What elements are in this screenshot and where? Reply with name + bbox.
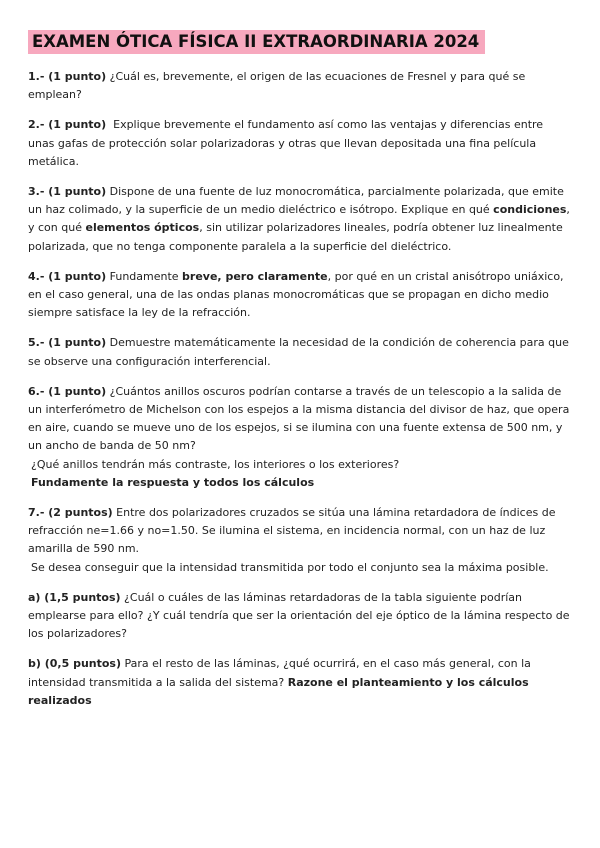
question-5-label: 5.- (1 punto) [28,336,107,350]
question-4-label: 4.- (1 punto) [28,269,107,283]
question-7a [28,589,572,644]
question-3-text-2: , y con qué [28,203,570,235]
question-7 [28,504,572,577]
question-6-instruction: Fundamente la respuesta y todos los cálculos [31,475,315,489]
question-2-label: 2.- (1 punto) [28,118,107,132]
question-7-label: 7.- (2 puntos) [28,506,113,520]
question-1 [28,68,572,104]
question-7a-label: a) (1,5 puntos) [28,590,121,604]
question-7b-instruction: Razone el planteamiento y los cálculos realizados [28,675,529,707]
question-3 [28,183,572,256]
exam-title: EXAMEN ÓTICA FÍSICA II EXTRAORDINARIA 2024 [28,30,485,54]
question-5-text: Demuestre matemáticamente la necesidad de la condición de coherencia para que se observe una configuración interferencial. [28,336,569,368]
question-6-label: 6.- (1 punto) [28,384,107,398]
question-7-goal: Se desea conseguir que la intensidad transmitida por todo el conjunto sea la máxima posible. [31,560,549,574]
question-3-label: 3.- (1 punto) [28,185,107,199]
question-3-bold-1: condiciones [493,203,567,217]
question-4-text-1: Fundamente [106,269,183,283]
question-2 [28,116,572,171]
question-5 [28,334,572,370]
question-3-text-1: Dispone de una fuente de luz monocromática, parcialmente polarizada, que emite un haz colimado, y la superficie de un medio dieléctrico e isótropo. Explique en qué [28,185,564,217]
question-7-text: Entre dos polarizadores cruzados se sitúa una lámina retardadora de índices de refracción ne=1.66 y no=1.50. Se ilumina el sistema, en incidencia normal, con un haz de luz amarilla de 590 nm. [28,506,556,556]
question-1-label: 1.- (1 punto) [28,70,107,83]
question-6-subquestion: ¿Qué anillos tendrán más contraste, los interiores o los exteriores? [31,457,400,471]
question-6 [28,383,572,492]
question-7a-text: ¿Cuál o cuáles de las láminas retardadoras de la tabla siguiente podrían emplearse para ello? ¿Y cuál tendría que ser la orientación del eje óptico de la lámina respecto de los polarizadores? [28,590,570,641]
question-6-text: ¿Cuántos anillos oscuros podrían contarse a través de un telescopio a la salida de un interferómetro de Michelson con los espejos a la misma distancia del divisor de haz, que opera en aire, cuando se mueve uno de los espejos, si se ilumina con una fuente extensa de 500 nm, y un ancho de banda de 50 nm? [28,384,570,453]
question-4-bold: breve, pero claramente [182,269,328,283]
question-7b-label: b) (0,5 puntos) [28,657,122,671]
question-1-text: ¿Cuál es, brevemente, el origen de las ecuaciones de Fresnel y para qué se emplean? [28,70,526,102]
question-2-text: Explique brevemente el fundamento así como las ventajas y diferencias entre unas gafas de protección solar polarizadoras y otras que llevan depositada una fina película metálica. [28,118,547,168]
question-3-bold-2: elementos ópticos [85,221,200,235]
question-3-text-3: , sin utilizar polarizadores lineales, podría obtener luz linealmente polarizada, que no tenga componente paralela a la superficie del dieléctrico. [28,221,563,253]
question-7b-text: Para el resto de las láminas, ¿qué ocurrirá, en el caso más general, con la intensidad transmitida a la salida del sistema? [28,657,531,689]
question-7b [28,655,572,710]
question-4-text-2: , por qué en un cristal anisótropo uniáxico, en el caso general, una de las ondas planas monocromáticas que se propagan en dicho medio siempre satisface la ley de la refracción. [28,269,564,320]
question-4 [28,268,572,323]
